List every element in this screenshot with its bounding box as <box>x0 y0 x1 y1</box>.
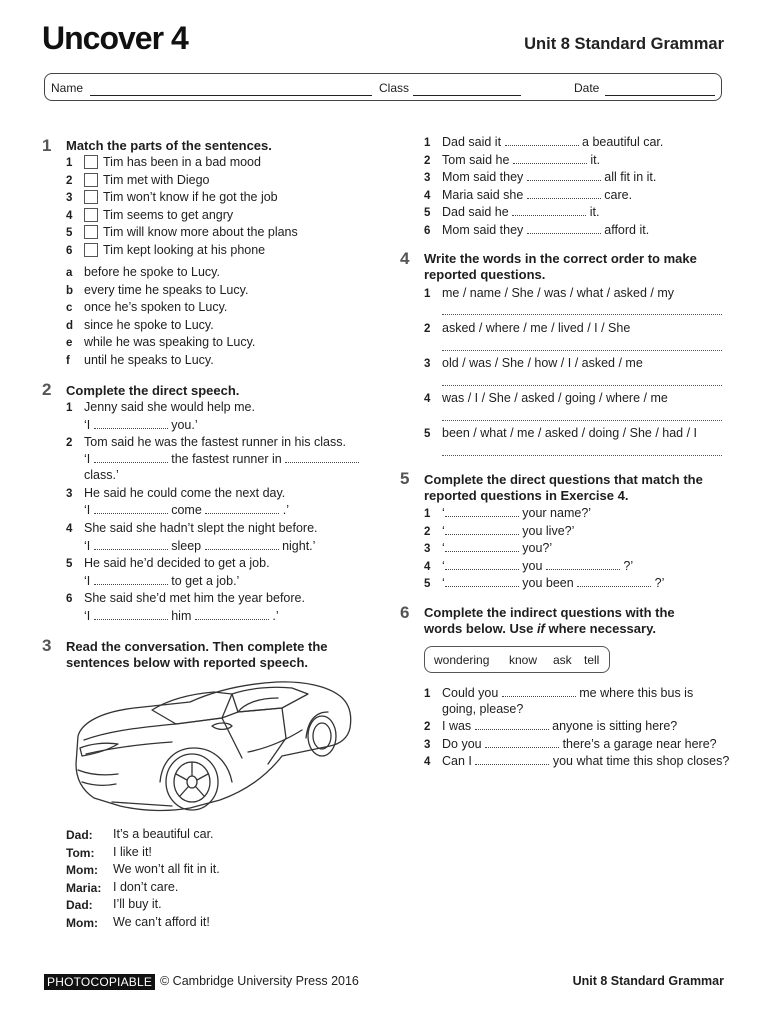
blank[interactable] <box>205 539 279 550</box>
answer-box[interactable] <box>84 225 98 239</box>
exercise-2-title: Complete the direct speech. <box>66 383 240 398</box>
blank[interactable] <box>94 609 168 620</box>
word-bank-item: wondering <box>434 653 490 667</box>
sports-car-illustration <box>72 678 356 814</box>
word-bank-item: tell <box>584 653 600 667</box>
blank[interactable] <box>527 188 601 199</box>
exercise-3-number: 3 <box>42 636 52 655</box>
student-info-box <box>44 73 722 101</box>
answer-box[interactable] <box>84 173 98 187</box>
blank[interactable] <box>94 539 168 550</box>
speaker: Dad: <box>66 828 93 842</box>
answer-line[interactable] <box>442 420 722 421</box>
blank[interactable] <box>94 503 168 514</box>
exercise-4-number: 4 <box>400 249 410 268</box>
date-field[interactable] <box>605 95 715 96</box>
blank[interactable] <box>485 737 559 748</box>
speech-line: I like it! <box>113 845 152 859</box>
answer-box[interactable] <box>84 155 98 169</box>
answer-box[interactable] <box>84 208 98 222</box>
date-label: Date <box>574 81 600 95</box>
blank[interactable] <box>445 576 519 587</box>
blank[interactable] <box>445 541 519 552</box>
brand-title: Uncover 4 <box>42 20 188 56</box>
speaker: Mom: <box>66 863 98 877</box>
exercise-5-number: 5 <box>400 469 410 488</box>
exercise-4-title: Write the words in the correct order to make reported questions. <box>424 251 697 282</box>
answer-line[interactable] <box>442 385 722 386</box>
blank[interactable] <box>512 205 586 216</box>
exercise-1-number: 1 <box>42 136 52 155</box>
blank[interactable] <box>285 452 359 463</box>
class-label: Class <box>379 81 410 95</box>
answer-box[interactable] <box>84 243 98 257</box>
word-bank-item: know <box>509 653 538 667</box>
name-label: Name <box>51 81 84 95</box>
copyright-text: © Cambridge University Press 2016 <box>160 974 359 988</box>
speech-line: I’ll buy it. <box>113 897 162 911</box>
blank[interactable] <box>546 559 620 570</box>
exercise-1-title: Match the parts of the sentences. <box>66 138 272 153</box>
blank[interactable] <box>527 170 601 181</box>
blank[interactable] <box>527 223 601 234</box>
answer-line[interactable] <box>442 350 722 351</box>
photocopiable-badge: PHOTOCOPIABLE <box>44 974 155 990</box>
blank[interactable] <box>205 503 279 514</box>
word-bank-item: ask <box>553 653 572 667</box>
blank[interactable] <box>94 452 168 463</box>
speech-line: I don’t care. <box>113 880 179 894</box>
exercise-6-title: Complete the indirect questions with the words below. Use if where necessary. <box>424 605 675 636</box>
footer-unit-title: Unit 8 Standard Grammar <box>572 974 724 988</box>
answer-box[interactable] <box>84 190 98 204</box>
speech-line: We can’t afford it! <box>113 915 210 929</box>
name-field[interactable] <box>90 95 372 96</box>
blank[interactable] <box>445 559 519 570</box>
exercise-5-title: Complete the direct questions that match the reported questions in Exercise 4. <box>424 472 703 503</box>
exercise-3-title: Read the conversation. Then complete the sentences below with reported speech. <box>66 639 328 670</box>
blank[interactable] <box>513 153 587 164</box>
word-bank <box>424 646 610 673</box>
blank[interactable] <box>577 576 651 587</box>
blank[interactable] <box>195 609 269 620</box>
speaker: Mom: <box>66 916 98 930</box>
blank[interactable] <box>475 754 549 765</box>
speaker: Tom: <box>66 846 95 860</box>
class-field[interactable] <box>413 95 521 96</box>
speaker: Maria: <box>66 881 102 895</box>
blank[interactable] <box>505 135 579 146</box>
speaker: Dad: <box>66 898 93 912</box>
blank[interactable] <box>445 524 519 535</box>
blank[interactable] <box>445 506 519 517</box>
speech-line: It’s a beautiful car. <box>113 827 214 841</box>
answer-line[interactable] <box>442 455 722 456</box>
speech-line: We won’t all fit in it. <box>113 862 220 876</box>
exercise-2-number: 2 <box>42 380 52 399</box>
blank[interactable] <box>475 719 549 730</box>
blank[interactable] <box>94 418 168 429</box>
blank[interactable] <box>94 574 168 585</box>
unit-title: Unit 8 Standard Grammar <box>524 35 724 53</box>
blank[interactable] <box>502 686 576 697</box>
answer-line[interactable] <box>442 314 722 315</box>
exercise-6-number: 6 <box>400 603 410 622</box>
